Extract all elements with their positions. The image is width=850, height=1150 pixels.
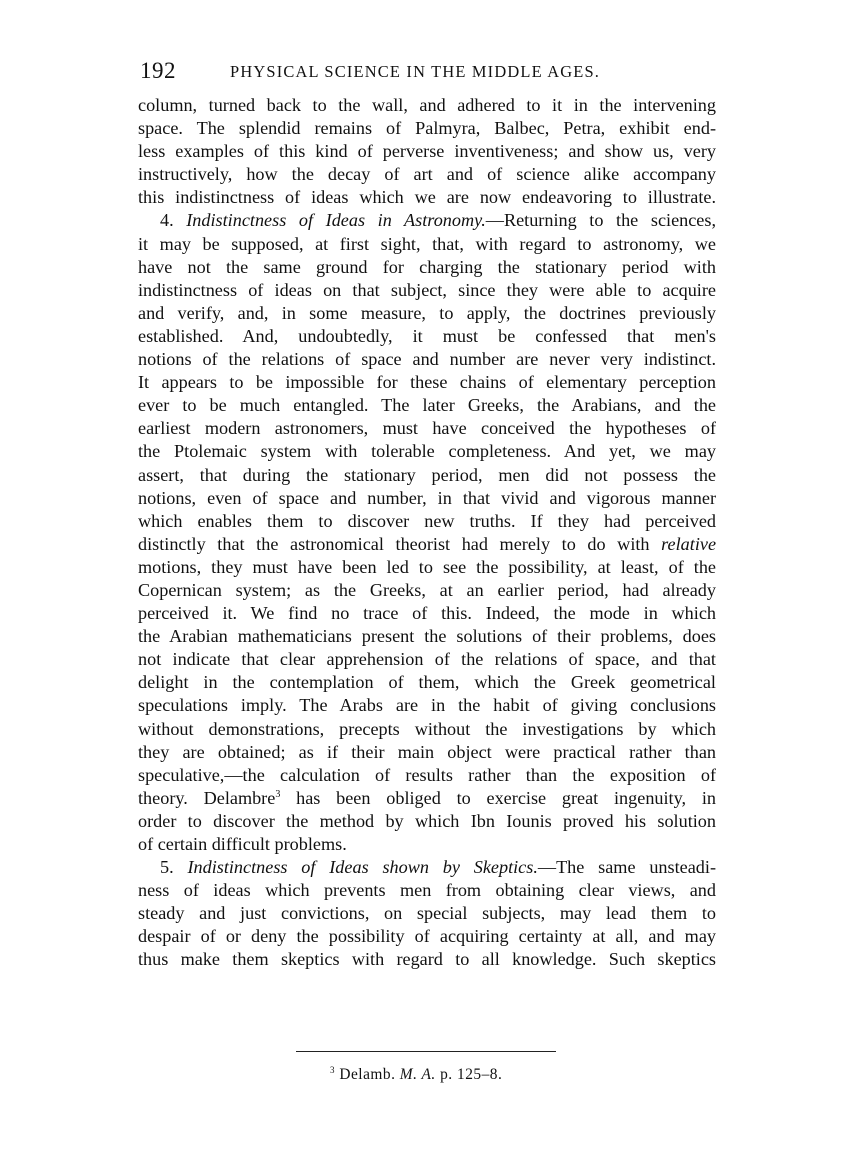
body-text [138,94,716,972]
section-5-heading: Indistinctness of Ideas shown by Skeptics. [187,857,538,878]
section-4-first-line-rest: —Returning to the sciences, [485,210,716,231]
text-line: instructively, how the decay of art and of science alike accompany [138,164,716,185]
text-line: delight in the contemplation of them, which the Greek geometrical [138,672,716,693]
footnote-pages: p. 125–8. [435,1066,503,1083]
delambre-line [138,787,716,810]
delambre-line-text: theory. Delambre [138,787,276,808]
text-line: motions, they must have been led to see the possibility, at least, of the [138,556,716,577]
text-line: space. The splendid remains of Palmyra, Balbec, Petra, exhibit end- [138,118,716,139]
page-number: 192 [140,58,176,83]
footnote-title: M. A. [399,1066,436,1083]
text-line: which enables them to discover new truths. If they had perceived [138,510,716,531]
text-line: they are obtained; as if their main object were practical rather than [138,741,716,762]
text-line: the Ptolemaic system with tolerable completeness. And yet, we may [138,441,716,462]
text-line: thus make them skeptics with regard to all knowledge. Such skeptics [138,949,716,970]
text-line: this indistinctness of ideas which we are now endeavoring to illustrate. [138,187,716,208]
text-line: established. And, undoubtedly, it must be confessed that men's [138,325,716,346]
text-line: Copernican system; as the Greeks, at an earlier period, had already [138,579,716,600]
book-page [138,58,716,972]
text-line: and verify, and, in some measure, to apply, the doctrines previously [138,302,716,323]
relative-emphasis: relative [661,533,716,554]
running-head [138,58,716,94]
text-line: despair of or deny the possibility of acquiring certainty at all, and may [138,926,716,947]
section-5-number: 5. [160,857,174,878]
text-line: of certain difficult problems. [138,834,347,854]
text-line: ever to be much entangled. The later Greeks, the Arabians, and the [138,395,716,416]
section-4-heading: Indistinctness of Ideas in Astronomy. [186,210,486,231]
section-4-first-line [138,209,716,232]
text-line: it may be supposed, at first sight, that, with regard to astronomy, we [138,233,716,254]
footnote [330,1066,502,1084]
text-line: indistinctness of ideas on that subject, since they were able to acquire [138,279,716,300]
footnote-divider [296,1051,556,1052]
text-line: notions, even of space and number, in that vivid and vigorous manner [138,487,716,508]
text-line: without demonstrations, precepts without the investigations by which [138,718,716,739]
text-line: the Arabian mathematicians present the solutions of their problems, does [138,626,716,647]
text-line: not indicate that clear apprehension of the relations of space, and that [138,649,716,670]
text-line: It appears to be impossible for these chains of elementary perception [138,372,716,393]
text-line: notions of the relations of space and number are never very indistinct. [138,349,716,370]
text-line: steady and just convictions, on special subjects, may lead them to [138,903,716,924]
section-5-first-line [138,856,716,879]
footnote-reference-mark[interactable]: 3 [275,788,281,800]
section-4-number: 4. [160,210,174,231]
text-line: assert, that during the stationary period, men did not possess the [138,464,716,485]
footnote-text: Delamb. [335,1066,400,1083]
text-line: column, turned back to the wall, and adhered to it in the intervening [138,95,716,115]
footnote-mark: 3 [330,1065,335,1075]
text-line: speculative,—the calculation of results rather than the exposition of [138,764,716,785]
delambre-line-rest: has been obliged to exercise great ingenuity, in [280,787,716,808]
text-line: perceived it. We find no trace of this. Indeed, the mode in which [138,603,716,624]
section-5-first-line-rest: —The same unsteadi- [537,857,716,878]
relative-line-text: distinctly that the astronomical theorist had merely to do with [138,533,650,554]
text-line: ness of ideas which prevents men from obtaining clear views, and [138,880,716,901]
text-line: less examples of this kind of perverse inventiveness; and show us, very [138,141,716,162]
text-line: speculations imply. The Arabs are in the habit of giving conclusions [138,695,716,716]
text-line: earliest modern astronomers, must have conceived the hypotheses of [138,418,716,439]
running-title: PHYSICAL SCIENCE IN THE MIDDLE AGES. [230,62,601,81]
relative-line [138,533,716,556]
text-line: have not the same ground for charging the stationary period with [138,256,716,277]
text-line: order to discover the method by which Ibn Iounis proved his solution [138,810,716,831]
